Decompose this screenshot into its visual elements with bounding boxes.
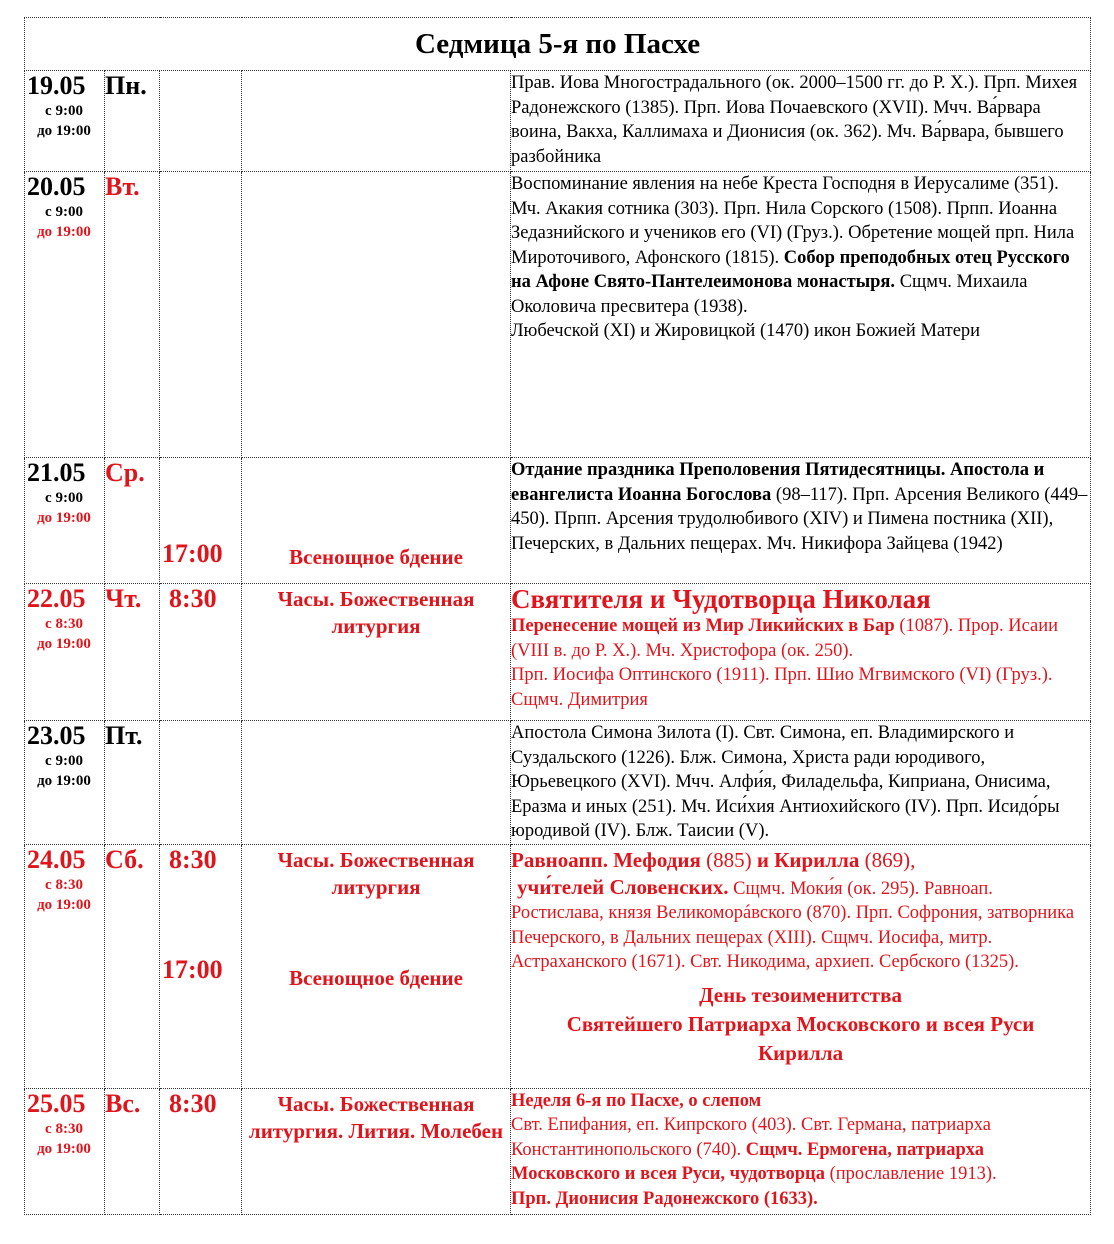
feast-title: Святителя и Чудотворца Николая xyxy=(511,584,931,614)
page-title: Седмица 5-я по Пасхе xyxy=(25,18,1091,71)
service-name: Часы. Божественная литургия xyxy=(277,847,475,899)
hours xyxy=(25,101,103,141)
date: 20.05 xyxy=(27,172,86,201)
hours xyxy=(25,751,103,791)
saints-text: Сщмч. Моки́я (ок. 295). Равноап. Ростислава, князя Великоморáвского (870). Прп. Софрония, затворника Печерского, в Дальних пещерах (XIII). Сщмч. Иосифа, митр. Астраханского (1671). Свт. Никодима, архиеп. Сербского (1325). xyxy=(511,878,1075,972)
saints-cell xyxy=(511,1088,1091,1214)
time-cell xyxy=(160,584,242,721)
open-time: с 9:00 xyxy=(45,753,83,769)
saints-bold: и Кирилла xyxy=(756,847,860,872)
weekday: Пт. xyxy=(105,721,160,845)
saints-text: (98–117). Прп. Арсения Великого (449–450). Прпп. Арсения трудолюбивого (XIV) и Пимена постника (XII), Печерских, в Дальних пещерах. Мч. Никифора Зайцева (1942) xyxy=(511,484,1088,554)
title-row xyxy=(25,18,1091,71)
service-time-evening: 17:00 xyxy=(162,954,223,984)
nameday-line: День тезоименитства xyxy=(699,982,902,1007)
weekday: Вт. xyxy=(105,172,160,458)
day-row xyxy=(25,721,1091,845)
close-time: до 19:00 xyxy=(37,1140,91,1157)
close-time: до 19:00 xyxy=(37,123,91,139)
service-cell xyxy=(242,71,511,172)
open-time: с 8:30 xyxy=(45,876,83,893)
service-cell xyxy=(242,172,511,458)
saints-text: Сщмч. Михаила Околовича пресвитера (1938). xyxy=(511,272,1028,317)
date-cell xyxy=(25,721,105,845)
saints-cell xyxy=(511,844,1091,1088)
service-name: Часы. Божественная литургия xyxy=(277,587,475,638)
day-row xyxy=(25,584,1091,721)
open-time: с 9:00 xyxy=(45,490,83,506)
service-name: Часы. Божественная литургия. Лития. Молебен xyxy=(248,1091,504,1143)
service-cell xyxy=(242,584,511,721)
date: 23.05 xyxy=(27,721,86,750)
saints-bold: Неделя 6-я по Пасхе, о слепом xyxy=(511,1090,762,1111)
service-cell xyxy=(242,721,511,845)
saints-text: Любечской (XI) и Жировицкой (1470) икон Божией Матери xyxy=(511,321,981,341)
time-cell xyxy=(160,172,242,458)
saints-text: (869), xyxy=(859,847,916,872)
date: 19.05 xyxy=(27,71,86,100)
service-time: 17:00 xyxy=(162,539,223,568)
weekday: Вс. xyxy=(105,1088,160,1214)
date-cell xyxy=(25,458,105,584)
service-time: 8:30 xyxy=(169,844,217,874)
saints-bold: Перенесение мощей из Мир Ликийских в Бар xyxy=(511,616,895,636)
saints-cell xyxy=(511,172,1091,458)
date: 21.05 xyxy=(27,458,86,487)
saints-cell xyxy=(511,584,1091,721)
date: 24.05 xyxy=(27,844,86,874)
saints-cell: Апостола Симона Зилота (I). Свт. Симона, еп. Владимирского и Суздальского (1226). Блж. Симона, Христа ради юродивого, Юрьевецкого (XVI). Мчч. Алфи́я, Филадельфа, Киприана, Онисима, Еразма и иных (251). Мч. Иси́хия Антиохийского (IV). Прп. Исидо́ры юродивой (IV). Блж. Таисии (V). xyxy=(511,721,1091,845)
service-cell xyxy=(242,458,511,584)
schedule-sheet xyxy=(24,17,1090,1215)
open-time: с 9:00 xyxy=(45,103,83,119)
day-row xyxy=(25,71,1091,172)
hours xyxy=(25,202,103,242)
saints-text: (прославление 1913). xyxy=(824,1164,997,1184)
saints-bold: Собор преподобных отец Русского на Афоне Свято-Пантелеимонова монастыря. xyxy=(511,247,1070,292)
saints-bold: учи́телей Словенских. xyxy=(517,874,729,899)
weekday: Ср. xyxy=(105,458,160,584)
open-time: с 8:30 xyxy=(45,616,83,632)
hours xyxy=(25,1119,103,1159)
service-time: 8:30 xyxy=(169,1088,217,1118)
saints-bold: Сщмч. Ермогена, патриарха Московского и всея Руси, чудотворца xyxy=(511,1139,984,1184)
hours xyxy=(25,614,103,654)
saints-text: (885) xyxy=(700,847,757,872)
saints-cell: Прав. Иова Многострадального (ок. 2000–1500 гг. до Р. Х.). Прп. Михея Радонежского (1385). Прп. Иова Почаевского (XVII). Мчч. Ва́рвара воина, Вакха, Каллимаха и Дионисия (ок. 362). Мч. Ва́рвара, бывшего разбойника xyxy=(511,71,1091,172)
time-cell xyxy=(160,1088,242,1214)
saints-bold: Отдание праздника Преполовения Пятидесятницы. Апостола и евангелиста Иоанна Богослова xyxy=(511,460,1045,505)
date: 25.05 xyxy=(27,1088,86,1118)
close-time: до 19:00 xyxy=(37,896,91,913)
hours xyxy=(25,488,103,528)
saints-cell xyxy=(511,458,1091,584)
date-cell xyxy=(25,71,105,172)
close-time: до 19:00 xyxy=(37,773,91,789)
time-cell xyxy=(160,458,242,584)
service-cell xyxy=(242,1088,511,1214)
date-cell xyxy=(25,584,105,721)
service-name: Всенощное бдение xyxy=(289,545,463,569)
saints-text: Прп. Иосифа Оптинского (1911). Прп. Шио Мгвимского (VI) (Груз.). Сщмч. Димитрия xyxy=(511,665,1053,710)
time-cell xyxy=(160,844,242,1088)
day-row xyxy=(25,172,1091,458)
saints-text: Свт. Епифания, еп. Кипрского (403). Свт. Германа, патриарха Константинопольского (740). xyxy=(511,1115,991,1160)
date-cell xyxy=(25,172,105,458)
service-cell xyxy=(242,844,511,1088)
close-time: до 19:00 xyxy=(37,224,91,240)
saints-bold: Равноапп. Мефодия xyxy=(511,847,701,872)
weekday: Сб. xyxy=(105,844,160,1088)
date: 22.05 xyxy=(27,584,86,613)
saints-text: Воспоминание явления на небе Креста Господня в Иерусалиме (351). Мч. Акакия сотника (303). Прп. Нила Сорского (1508). Прпп. Иоанна Зедазнийского и учеников его (VI) (Груз.). Обретение мощей прп. Нила Мироточивого, Афонского (1815). xyxy=(511,174,1075,268)
nameday-line: Кирилла xyxy=(757,1040,844,1065)
day-row xyxy=(25,458,1091,584)
hours xyxy=(25,875,103,915)
open-time: с 9:00 xyxy=(45,204,83,220)
service-time: 8:30 xyxy=(169,584,217,613)
schedule-table xyxy=(24,17,1091,1215)
weekday: Пн. xyxy=(105,71,160,172)
time-cell xyxy=(160,71,242,172)
day-row xyxy=(25,1088,1091,1214)
date-cell xyxy=(25,844,105,1088)
open-time: с 8:30 xyxy=(45,1120,83,1137)
saints-bold: Прп. Дионисия Радонежского (1633). xyxy=(511,1188,818,1209)
close-time: до 19:00 xyxy=(37,510,91,526)
nameday-line: Святейшего Патриарха Московского и всея Руси xyxy=(566,1011,1035,1036)
saints-text: (1087). Прор. Исаии (VIII в. до Р. Х.). Мч. Христофора (ок. 250). xyxy=(511,616,1059,661)
weekday: Чт. xyxy=(105,584,160,721)
nameday-note xyxy=(511,981,1090,1068)
service-name-evening: Всенощное бдение xyxy=(289,965,463,990)
date-cell xyxy=(25,1088,105,1214)
day-row xyxy=(25,844,1091,1088)
close-time: до 19:00 xyxy=(37,636,91,652)
time-cell xyxy=(160,721,242,845)
